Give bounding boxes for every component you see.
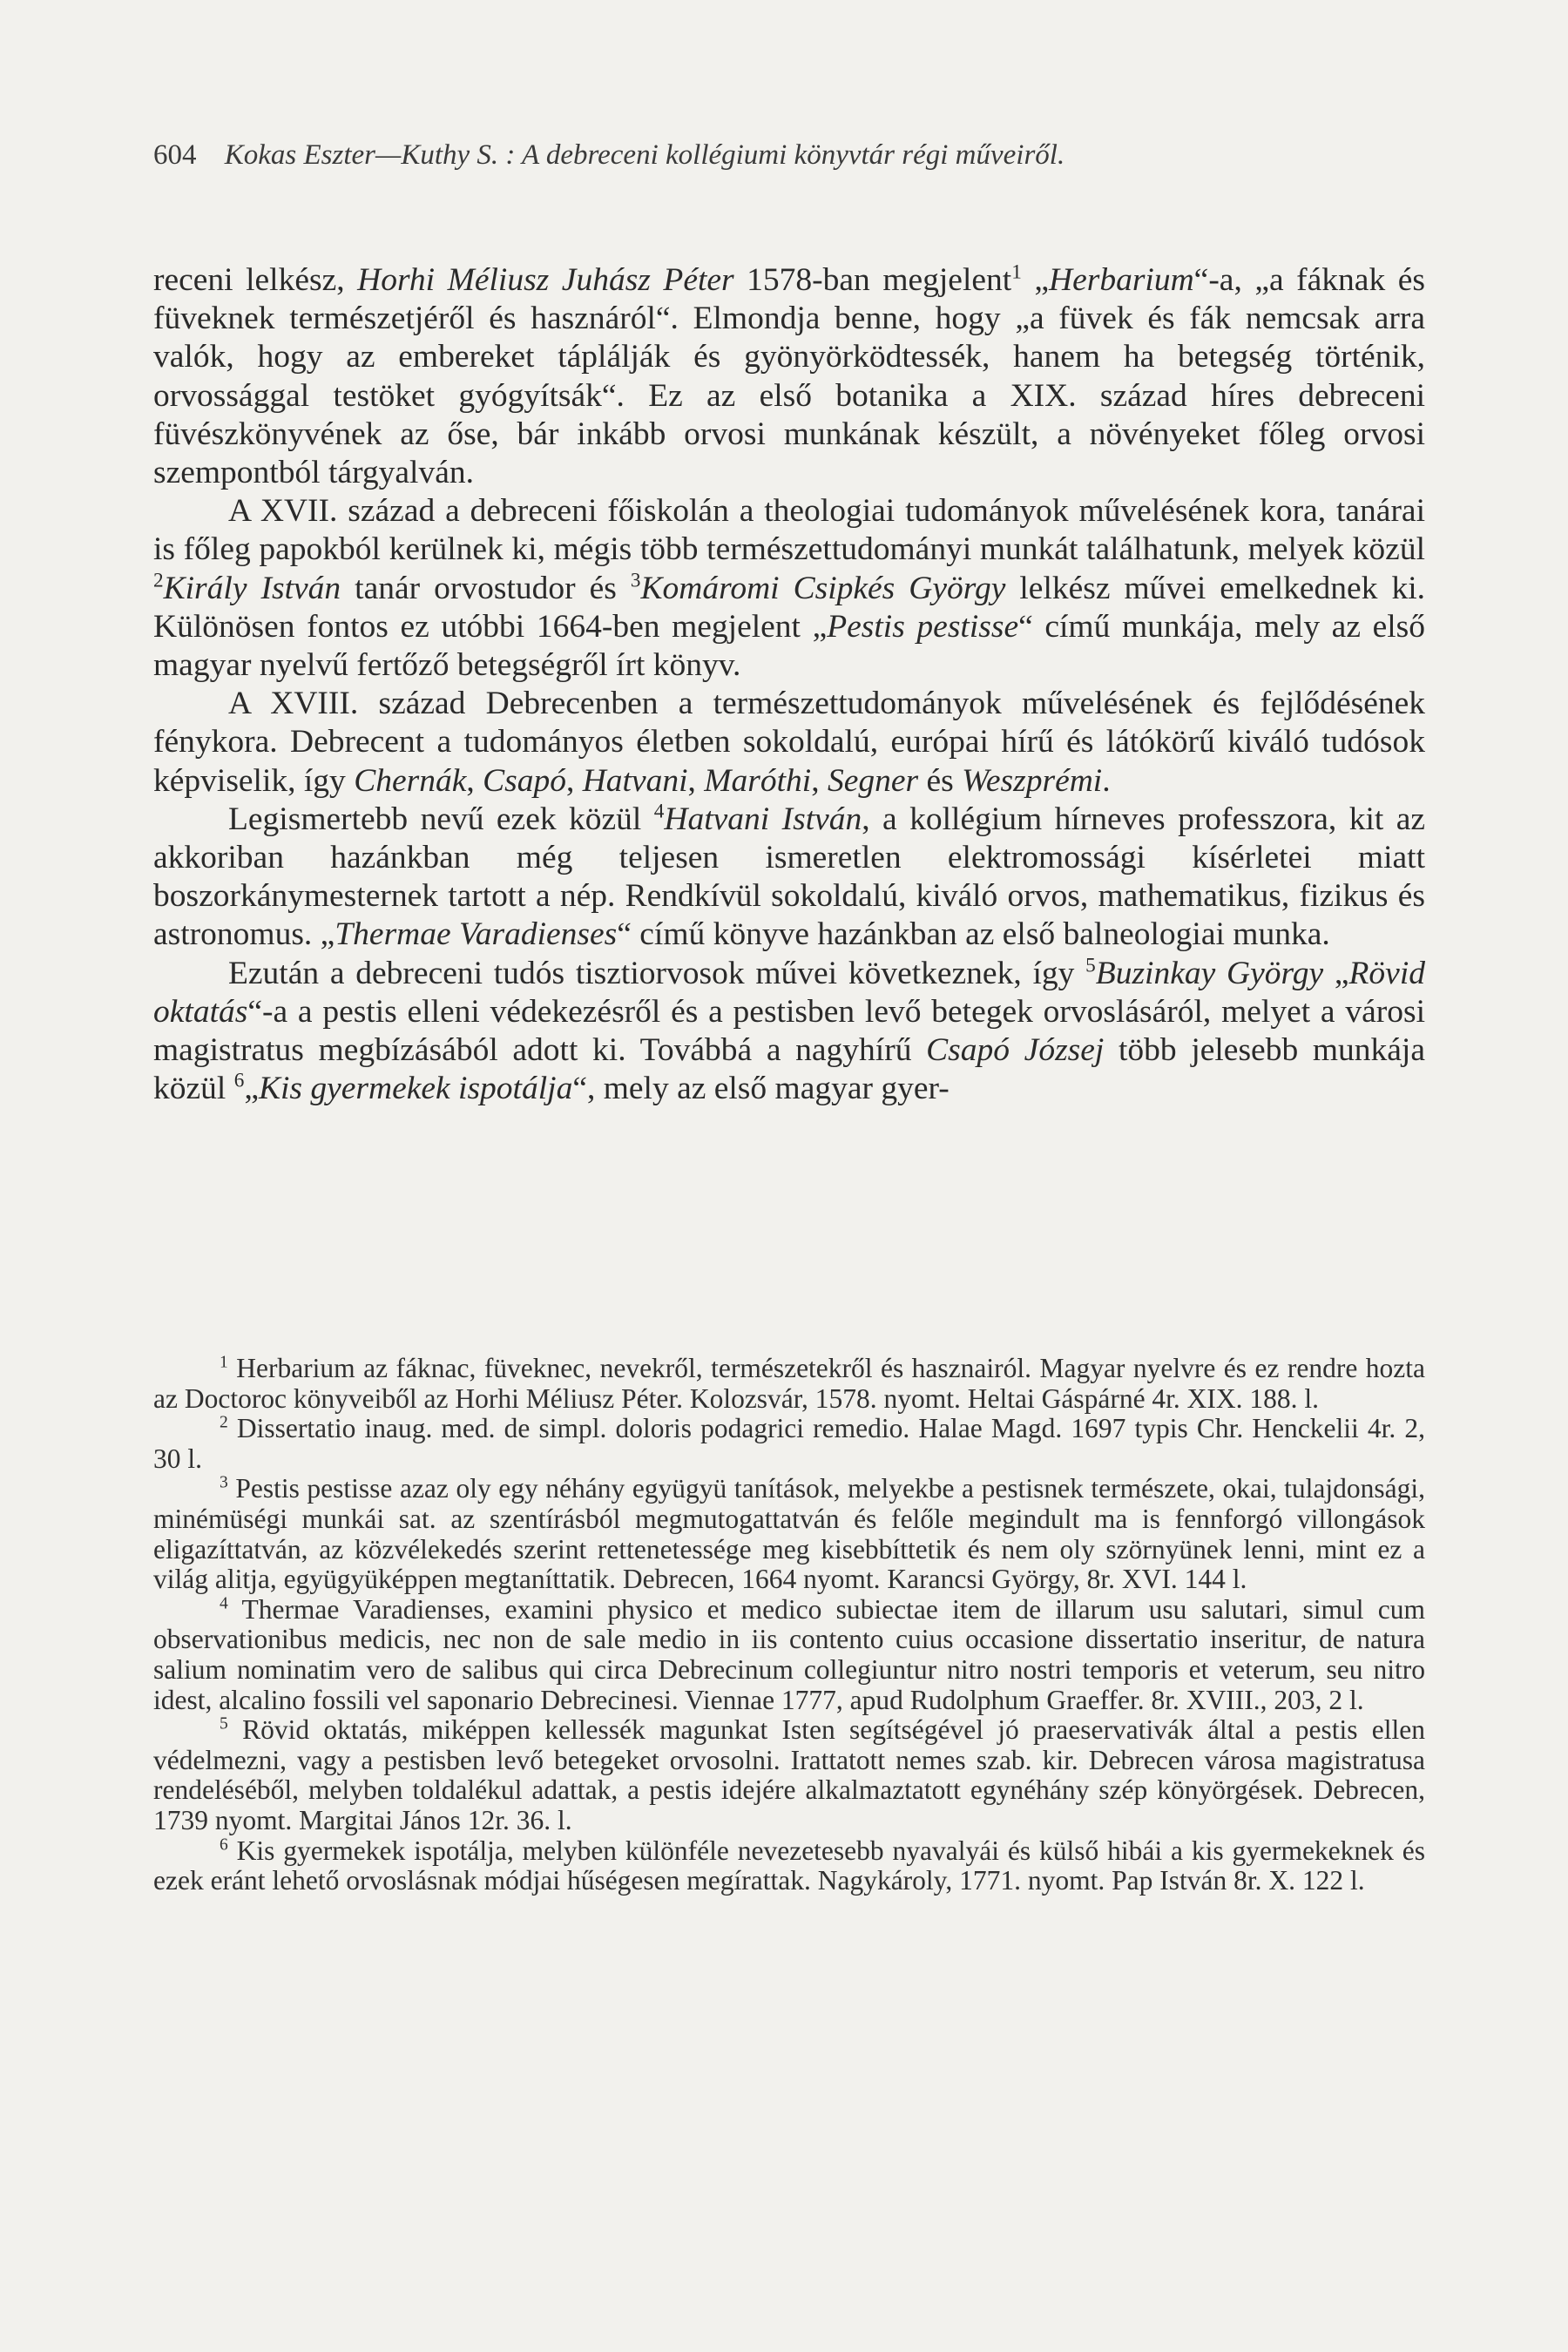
footnote: $^4$ Thermae Varadienses, examini physico et medico subiectae item de illarum usu salutari, simul cum observationibus medicis, nec non de sale medio in iis contento cuius occasione dissertatio inseritur, de natura salium nominatim vero de salibus qui circa Debrecinum collegiuntur nitro nostri temporis et veterum, seu nitro idest, alcalino fossili vel saponario Debrecinesi. Viennae 1777, apud Rudolphum Graeffer. 8r. XVIII., 203, 2 l. bbox=[153, 1593, 1425, 1715]
footnote-ref: 3 bbox=[630, 569, 641, 592]
footnote-ref: 6 bbox=[233, 1069, 245, 1092]
paragraph: A XVIII. század Debrecenben a természettudományok művelésének és fejlődésének fénykora. Debrecent a tudományos életben sokoldalú, európai hírű és látókörű kiváló tudósok képviselik, így Chernák, Csapó, Hatvani, Maróthi, Segner és Weszprémi. bbox=[153, 686, 1425, 799]
footnote-mark: 2 bbox=[220, 1413, 228, 1432]
running-title: Kokas Eszter—Kuthy S. : A debreceni kollégiumi könyvtár régi műveiről. bbox=[224, 139, 1065, 171]
person-name: Csapó bbox=[483, 762, 566, 799]
running-header bbox=[153, 139, 1425, 172]
person-name: Horhi Méliusz Juhász Péter bbox=[357, 262, 734, 298]
work-title: Herbarium bbox=[1049, 262, 1194, 298]
page-number: 604 bbox=[153, 139, 197, 171]
person-name: Maróthi bbox=[704, 762, 812, 799]
footnote: $^1$ Herbarium az fáknac, füveknec, nevekről, természetekről és hasznairól. Magyar nyelvre és ez rendre hozta az Doctoroc könyveiből az Horhi Méliusz Péter. Kolozsvár, 1578. nyomt. Heltai Gáspárné 4r. XIX. 188. l. bbox=[153, 1353, 1426, 1414]
person-name: Hatvani István bbox=[664, 801, 862, 837]
work-title: Rövid oktatás bbox=[153, 955, 1425, 1030]
footnote-mark: 1 bbox=[220, 1353, 228, 1372]
person-name: Weszprémi bbox=[962, 762, 1103, 799]
footnote: $^5$ Rövid oktatás, miképpen kellessék magunkat Isten segítségével jó praeservativák által a pestis ellen védelmezni, vagy a pestisben levő betegeket orvosolni. Irattatott nemes szab. kir. Debrecen városa magistratusa rendeléséből, melyben toldalékul adattak, a pestis idejére alkalmaztatott egynéhány szép könyörgések. Debrecen, 1739 nyomt. Margitai János 12r. 36. l. bbox=[153, 1714, 1425, 1835]
paragraph: A XVII. század a debreceni főiskolán a theologiai tudományok művelésének kora, tanárai is főleg papokból kerülnek ki, mégis több természettudományi munkát találhatunk, melyek közül $^2$Király István tanár orvostudor és $^3$Komáromi Csipkés György lelkész művei emelkednek ki. Különösen fontos ez utóbbi 1664-ben megjelent „Pestis pestisse“ című munkája, mely az első magyar nyelvű fertőző betegségről írt könyv. bbox=[153, 493, 1426, 684]
person-name: Buzinkay György bbox=[1095, 955, 1324, 991]
paragraph: receni lelkész, Horhi Méliusz Juhász Péter 1578-ban megjelent$^1$ „Herbarium“-a, „a fáknak és füveknek természetjéről és hasznáról“. Elmondja benne, hogy „a füvek és fák nemcsak arra valók, hogy az embereket táplálják és gyönyörködtessék, hanem ha betegség történik, orvossággal testöket gyógyítsák“. Ez az első botanika a XIX. század híres debreceni füvészkönyvének az őse, bár inkább orvosi munkának készült, a növényeket főleg orvosi szempontból tárgyalván. bbox=[153, 260, 1425, 491]
footnote-mark: 4 bbox=[220, 1594, 228, 1613]
footnote: $^2$ Dissertatio inaug. med. de simpl. doloris podagrici remedio. Halae Magd. 1697 typis Chr. Henckelii 4r. 2, 30 l. bbox=[153, 1413, 1425, 1474]
footnote-ref: 4 bbox=[653, 800, 665, 823]
paragraph: Ezután a debreceni tudós tisztiorvosok művei következnek, így $^5$Buzinkay György „Rövid oktatás“-a a pestis elleni védekezésről és a pestisben levő betegek orvoslásáról, melyet a városi magistratus megbízásából adott ki. Továbbá a nagyhírű Csapó Józsej több jelesebb munkája közül $^6$„Kis gyermekek ispotálja“, mely az első magyar gyer- bbox=[153, 954, 1425, 1107]
footnotes bbox=[153, 1354, 1425, 1896]
person-name: Komáromi Csipkés György bbox=[640, 570, 1006, 606]
footnote: $^3$ Pestis pestisse azaz oly egy néhány együgyü tanítások, melyekbe a pestisnek természete, okai, tulajdonsági, minémüségi munkái sat. az szentírásból megmutogattatván és felőle megindult ma is fennforgó villongások eligazíttatván, az közvélekedés szerint rettenetessége meg kisebbíttetik és nem oly szörnyünek lenni, mint ez a világ alitja, együgyüképpen megtaníttatik. Debrecen, 1664 nyomt. Karancsi György, 8r. XVI. 144 l. bbox=[153, 1473, 1425, 1595]
main-text bbox=[153, 261, 1425, 1108]
person-name: Segner bbox=[827, 762, 919, 799]
paragraph: Legismertebb nevű ezek közül $^4$Hatvani István, a kollégium hírneves professzora, kit az akkoriban hazánkban még teljesen ismeretlen elektromossági kísérletei miatt boszorkánymesternek tartott a nép. Rendkívül sokoldalú, kiváló orvos, mathematikus, fizikus és astronomus. „Thermae Varadienses“ című könyve hazánkban az első balneologiai munka. bbox=[153, 800, 1425, 953]
footnote-ref: 1 bbox=[1011, 260, 1022, 284]
work-title: Thermae Varadienses bbox=[335, 916, 618, 953]
work-title: Pestis pestisse bbox=[827, 608, 1019, 645]
footnote-ref: 2 bbox=[153, 569, 164, 592]
work-title: Kis gyermekek ispotálja bbox=[258, 1071, 573, 1107]
footnote-ref: 5 bbox=[1085, 954, 1096, 977]
footnote-mark: 3 bbox=[220, 1473, 228, 1492]
person-name: Chernák bbox=[354, 762, 467, 799]
footnote: $^6$ Kis gyermekek ispotálja, melyben különféle nevezetesebb nyavalyái és külső hibái a kis gyermekeknek és ezek eránt lehető orvoslásnak módjai hűségesen megírattak. Nagykároly, 1771. nyomt. Pap István 8r. X. 122 l. bbox=[153, 1835, 1426, 1896]
person-name: Csapó Józsej bbox=[926, 1032, 1105, 1069]
person-name: Hatvani bbox=[582, 762, 688, 799]
footnote-mark: 5 bbox=[220, 1714, 228, 1734]
person-name: Király István bbox=[163, 570, 341, 606]
footnote-mark: 6 bbox=[220, 1835, 228, 1854]
